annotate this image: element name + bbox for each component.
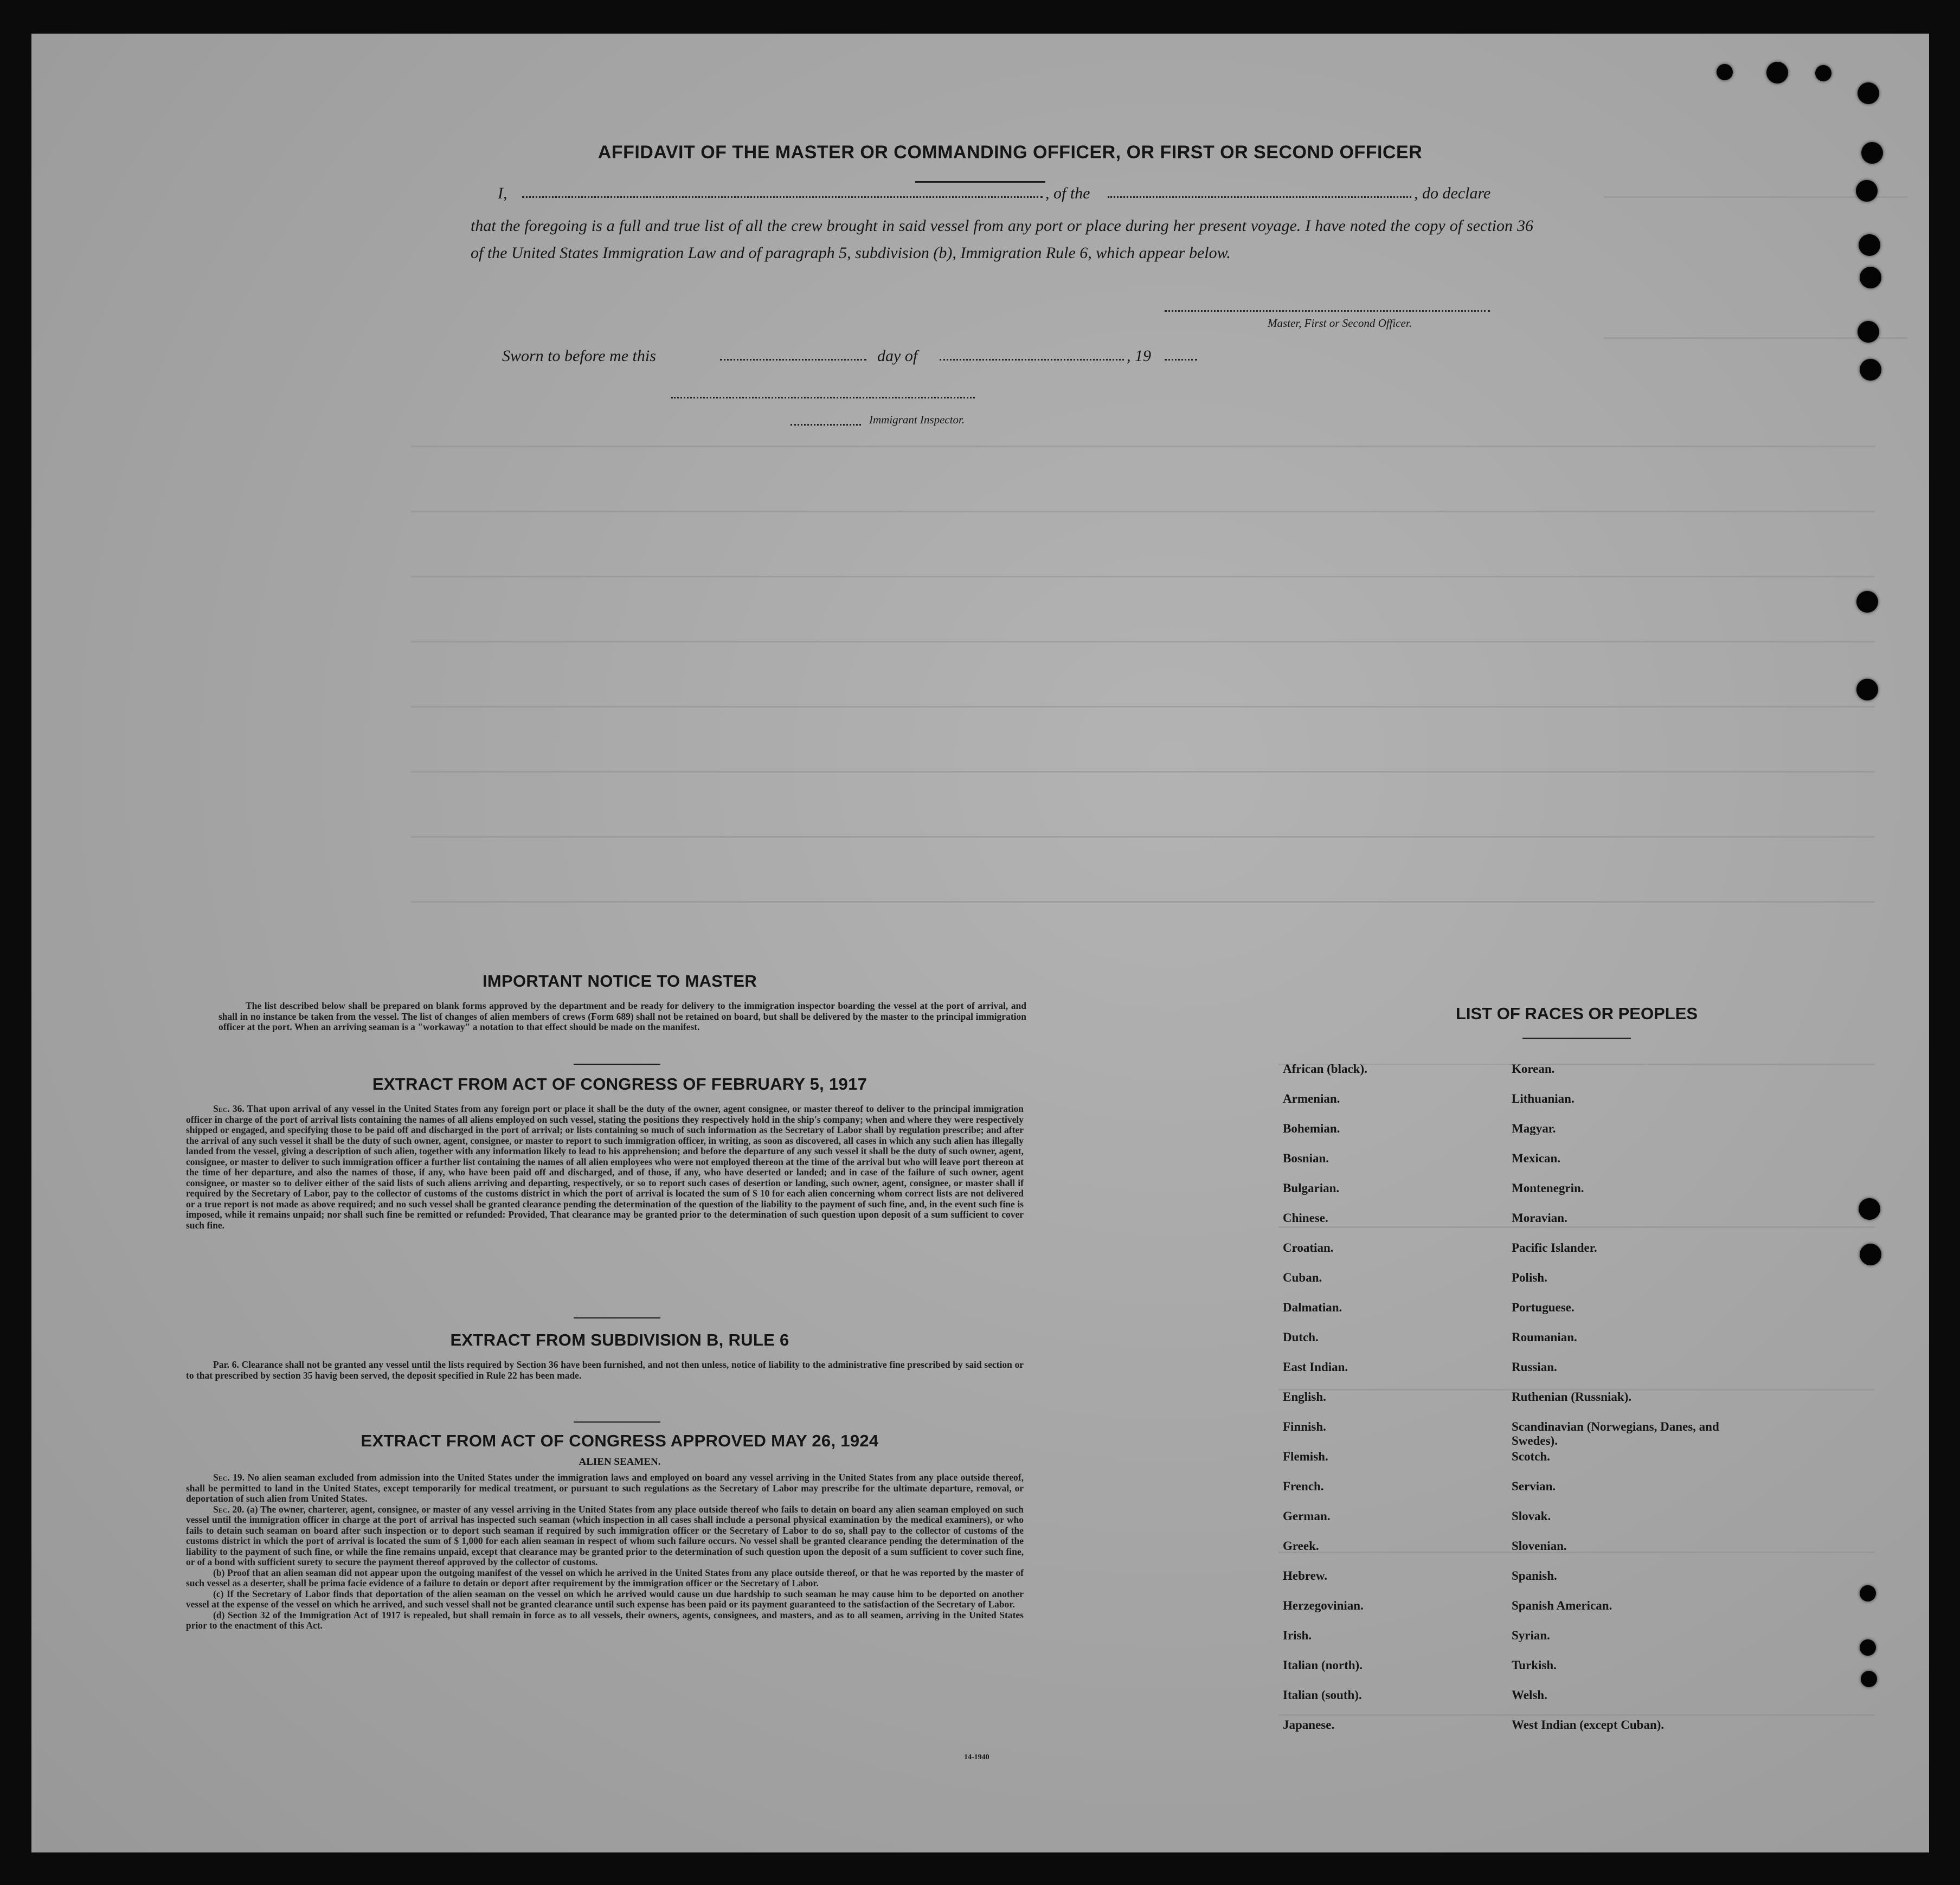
extract-rule6-title: EXTRACT FROM SUBDIVISION B, RULE 6	[450, 1330, 789, 1349]
race-entry: Pacific Islander.	[1512, 1241, 1597, 1254]
section-divider	[574, 1421, 660, 1423]
sec-20d-text: (d) Section 32 of the Immigration Act of 1917 is repealed, but shall remain in force as to all vessels, their owners, agents, consignees, and masters, and as to all seamen, arriving in the United States prior to the enactment of this Act.	[186, 1609, 1024, 1631]
race-entry: Spanish American.	[1512, 1599, 1612, 1612]
race-entry: French.	[1283, 1479, 1324, 1493]
affidavit-of-the: , of the	[1045, 184, 1090, 202]
race-entry: Flemish.	[1283, 1450, 1328, 1463]
sworn-day-blank[interactable]	[720, 359, 866, 361]
bleed-line	[411, 901, 1875, 903]
race-entry: Bulgarian.	[1283, 1181, 1340, 1195]
affidavit-do-declare: , do declare	[1414, 184, 1491, 202]
race-entry: Herzegovinian.	[1283, 1599, 1364, 1612]
vessel-blank[interactable]	[1108, 196, 1411, 198]
punch-hole	[1861, 1671, 1877, 1687]
race-entry: Moravian.	[1512, 1211, 1567, 1225]
sec-36-label: Sec. 36.	[213, 1103, 245, 1114]
punch-hole	[1815, 65, 1832, 81]
race-entry: Magyar.	[1512, 1122, 1556, 1135]
race-entry: Armenian.	[1283, 1092, 1340, 1105]
year-blank[interactable]	[1165, 359, 1197, 361]
bleed-line	[411, 641, 1875, 642]
sworn-month-blank[interactable]	[940, 359, 1124, 361]
alien-seamen-subtitle: ALIEN SEAMEN.	[579, 1456, 661, 1468]
section-divider	[574, 1317, 660, 1318]
sec-20a-text: (a) The owner, charterer, agent, consignee, or master of any vessel arriving in the United States from any place outside thereof who fails to detain on board any alien seaman employed on such vessel until the immigration officer in charge at the port of arrival has inspected such seaman (which inspection in all cases shall include a personal physical examination by the medical examiners), or who fails to detain such seaman on board after such inspection or to deport such seaman if required by such immigration officer or the Secretary of Labor to do so, shall pay to the collector of customs of the customs district in which the port of arrival is located the sum of $ 1,000 for each alien seaman in respect of whom such failure occurs. No vessel shall be granted clearance pending the determination of the liability to the payment of such fine, or while the fine remains unpaid, except that clearance may be granted prior to the determination of such question upon the deposit of a sum sufficient to cover such fine, or of a bond with sufficient surety to secure the payment thereof approved by the collector of customs.	[186, 1503, 1024, 1567]
race-entry: Cuban.	[1283, 1271, 1322, 1284]
extract-rule6-text	[186, 1360, 1024, 1381]
race-entry: English.	[1283, 1390, 1326, 1404]
race-entry: Slovenian.	[1512, 1539, 1567, 1553]
race-entry: Servian.	[1512, 1479, 1556, 1493]
race-entry: Italian (north).	[1283, 1658, 1363, 1672]
notice-text	[219, 1001, 1026, 1033]
extract-1924-title: EXTRACT FROM ACT OF CONGRESS APPROVED MAY 26, 1924	[361, 1431, 879, 1450]
race-entry: Portuguese.	[1512, 1301, 1575, 1314]
punch-hole	[1859, 1198, 1880, 1220]
race-entry: Finnish.	[1283, 1420, 1326, 1433]
rule6-paragraph: Par. 6. Clearance shall not be granted any vessel until the lists required by Section 36 have been furnished, and not then unless, notice of liability to the administrative fine prescribed by said section or to that prescribed by section 35 havig been served, the deposit specified in Rule 22 has been made.	[186, 1359, 1024, 1381]
sworn-label: Sworn to before me this	[502, 347, 656, 365]
race-entry: Scotch.	[1512, 1450, 1550, 1463]
document-page	[31, 34, 1929, 1852]
bleed-line	[411, 706, 1875, 707]
race-entry: Syrian.	[1512, 1629, 1550, 1642]
sec-36-text: That upon arrival of any vessel in the United States from any foreign port or place it shall be the duty of the owner, agent consignee, or master thereof to deliver to the principal immigration officer in charge of the port of arrival lists containing the names of all aliens employed on such vessel, stating the positions they respectively hold in the ship's company; when and where they were respectively shipped or engaged, and specifying those to be paid off and discharged in the port of arrival; or lists containing so much of such information as the Secretary of Labor shall by regulation prescribe; and after the arrival of any such vessel it shall be the duty of such owner, agent, consignee, or master to report to such immigration officer, in writing, as soon as discovered, all cases in which any such alien has illegally landed from the vessel, giving a description of such alien, together with any information likely to lead to his apprehension; and before the departure of any such vessel it shall be the duty of such owner, agent, consignee, or master to deliver to such immigration officer a further list containing the names of all alien employees who were not employed thereon at the time of the arrival but who will leave port thereon at the time of her departure, and also the names of those, if any, who have been paid off and discharged, and of those, if any, who have deserted or landed; and in case of the failure of such owner, agent consignee, or master so to deliver either of the said lists of such aliens arriving and departing, respectively, or so to report such cases of desertion or landing, such owner, agent, consignee, or master shall if required by the Secretary of Labor, pay to the collector of customs of the customs district in which the port of arrival is located the sum of $ 10 for each alien concerning whom correct lists are not delivered or a true report is not made as above required; and no such vessel shall be granted clearance pending the determination of the question of the liability to the payment of such fine, and, in the event such fine is imposed, while it remains unpaid; nor shall such fine be remitted or refunded: Provided, That clearance may be granted prior to the determination of such question upon deposit of a sum sufficient to cover such fine.	[186, 1103, 1024, 1231]
punch-hole	[1860, 267, 1881, 288]
race-entry: Lithuanian.	[1512, 1092, 1575, 1105]
inspector-name-blank[interactable]	[791, 424, 861, 426]
sec-20c-text: (c) If the Secretary of Labor finds that deportation of the alien seaman on the vessel on which he arrived would cause un due hardship to such seaman he may cause him to be deported on another vessel at the expense of the vessel on which he arrived, and such vessel shall not be granted clearance until such expense has been paid or its payment guaranteed to the satisfaction of the Secretary of Labor.	[186, 1588, 1024, 1610]
race-entry: Croatian.	[1283, 1241, 1334, 1254]
race-entry: Russian.	[1512, 1360, 1557, 1374]
inspector-signature-blank[interactable]	[671, 397, 975, 398]
punch-hole	[1856, 180, 1878, 202]
sec-19-label: Sec. 19.	[213, 1472, 245, 1483]
race-entry: West Indian (except Cuban).	[1512, 1718, 1665, 1732]
punch-hole	[1860, 1244, 1881, 1265]
race-entry: Japanese.	[1283, 1718, 1335, 1732]
races-underline	[1522, 1038, 1631, 1039]
officer-signature-blank[interactable]	[1165, 310, 1490, 312]
race-entry: Scandinavian (Norwegians, Danes, and Swedes).	[1512, 1420, 1719, 1447]
affidavit-title: AFFIDAVIT OF THE MASTER OR COMMANDING OFFICER, OR FIRST OR SECOND OFFICER	[597, 142, 1423, 163]
punch-hole	[1860, 1585, 1876, 1601]
form-number: 14-1940	[964, 1753, 989, 1761]
punch-hole	[1860, 1639, 1876, 1656]
race-entry: Bosnian.	[1283, 1151, 1329, 1165]
race-entry: East Indian.	[1283, 1360, 1348, 1374]
notice-title: IMPORTANT NOTICE TO MASTER	[482, 972, 757, 990]
race-entry: Polish.	[1512, 1271, 1547, 1284]
punch-hole	[1858, 321, 1879, 343]
race-entry: Slovak.	[1512, 1509, 1551, 1523]
bleed-line	[1278, 1226, 1875, 1228]
race-entry: Hebrew.	[1283, 1569, 1327, 1582]
bleed-line	[411, 446, 1875, 447]
races-title: LIST OF RACES OR PEOPLES	[1455, 1004, 1698, 1023]
race-entry: African (black).	[1283, 1062, 1367, 1076]
race-entry: German.	[1283, 1509, 1331, 1523]
punch-hole	[1861, 142, 1883, 164]
inspector-label: Immigrant Inspector.	[869, 413, 965, 426]
year-prefix: , 19	[1127, 347, 1151, 365]
extract-1924-text	[186, 1472, 1024, 1631]
punch-hole	[1856, 679, 1878, 700]
punch-hole	[1717, 64, 1733, 80]
punch-hole	[1766, 62, 1788, 83]
race-entry: Mexican.	[1512, 1151, 1561, 1165]
sec-19-text: No alien seaman excluded from admission into the United States under the immigration laws and employed on board any vessel arriving in the United States from any place outside thereof, shall be permitted to land in the United States, except temporarily for medical treatment, or pursuant to such regulations as the Secretary of Labor may prescribe for the ultimate departure, removal, or deportation of such alien from United States.	[186, 1472, 1024, 1504]
affidavit-i-label: I,	[498, 184, 507, 202]
race-entry: Dalmatian.	[1283, 1301, 1342, 1314]
race-entry: Turkish.	[1512, 1658, 1557, 1672]
punch-hole	[1859, 234, 1880, 256]
day-of-label: day of	[877, 347, 918, 365]
race-entry: Spanish.	[1512, 1569, 1557, 1582]
bleed-line	[411, 771, 1875, 773]
title-underline	[915, 181, 1045, 183]
declaration-text: that the foregoing is a full and true list of all the crew brought in said vessel from any port or place during her present voyage. I have noted the copy of section 36 of the United States Immigration Law and of paragraph 5, subdivision (b), Immigration Rule 6, which appear below.	[471, 217, 1533, 262]
race-entry: Chinese.	[1283, 1211, 1328, 1225]
bleed-line	[411, 511, 1875, 512]
race-entry: Dutch.	[1283, 1330, 1319, 1344]
officer-label: Master, First or Second Officer.	[1268, 317, 1412, 330]
race-entry: Irish.	[1283, 1629, 1312, 1642]
race-entry: Italian (south).	[1283, 1688, 1362, 1702]
race-entry: Welsh.	[1512, 1688, 1547, 1702]
notice-paragraph: The list described below shall be prepared on blank forms approved by the department and be ready for delivery to the immigration inspector boarding the vessel at the port of arrival, and shall in no instance be taken from the vessel. The list of changes of alien members of crews (Form 689) shall not be retained on board, but shall be delivered by the master to the principal immigration officer at the port. When an arriving seaman is a "workaway" a notation to that effect should be made on the manifest.	[219, 1000, 1026, 1032]
punch-hole	[1860, 359, 1881, 381]
race-entry: Greek.	[1283, 1539, 1319, 1553]
race-entry: Roumanian.	[1512, 1330, 1577, 1344]
section-divider	[574, 1064, 660, 1065]
race-entry: Ruthenian (Russniak).	[1512, 1390, 1632, 1404]
sec-20-label: Sec. 20.	[213, 1503, 245, 1515]
punch-hole	[1858, 82, 1879, 104]
bleed-line	[411, 576, 1875, 577]
bleed-line	[411, 836, 1875, 838]
race-entry: Bohemian.	[1283, 1122, 1340, 1135]
bleed-line	[1278, 1714, 1875, 1716]
extract-1917-title: EXTRACT FROM ACT OF CONGRESS OF FEBRUARY 5, 1917	[372, 1075, 867, 1093]
race-entry: Korean.	[1512, 1062, 1555, 1076]
sec-20b-text: (b) Proof that an alien seaman did not appear upon the outgoing manifest of the vessel on which he arrived in the United States from any place outside thereof, or that he was reported by the master of such vessel as a deserter, shall be prima facie evidence of a failure to detain or deport after requirement by the immigration officer or the Secretary of Labor.	[186, 1567, 1024, 1588]
punch-hole	[1856, 591, 1878, 613]
name-blank[interactable]	[522, 196, 1043, 198]
race-entry: Montenegrin.	[1512, 1181, 1584, 1195]
extract-1917-text	[186, 1104, 1024, 1231]
